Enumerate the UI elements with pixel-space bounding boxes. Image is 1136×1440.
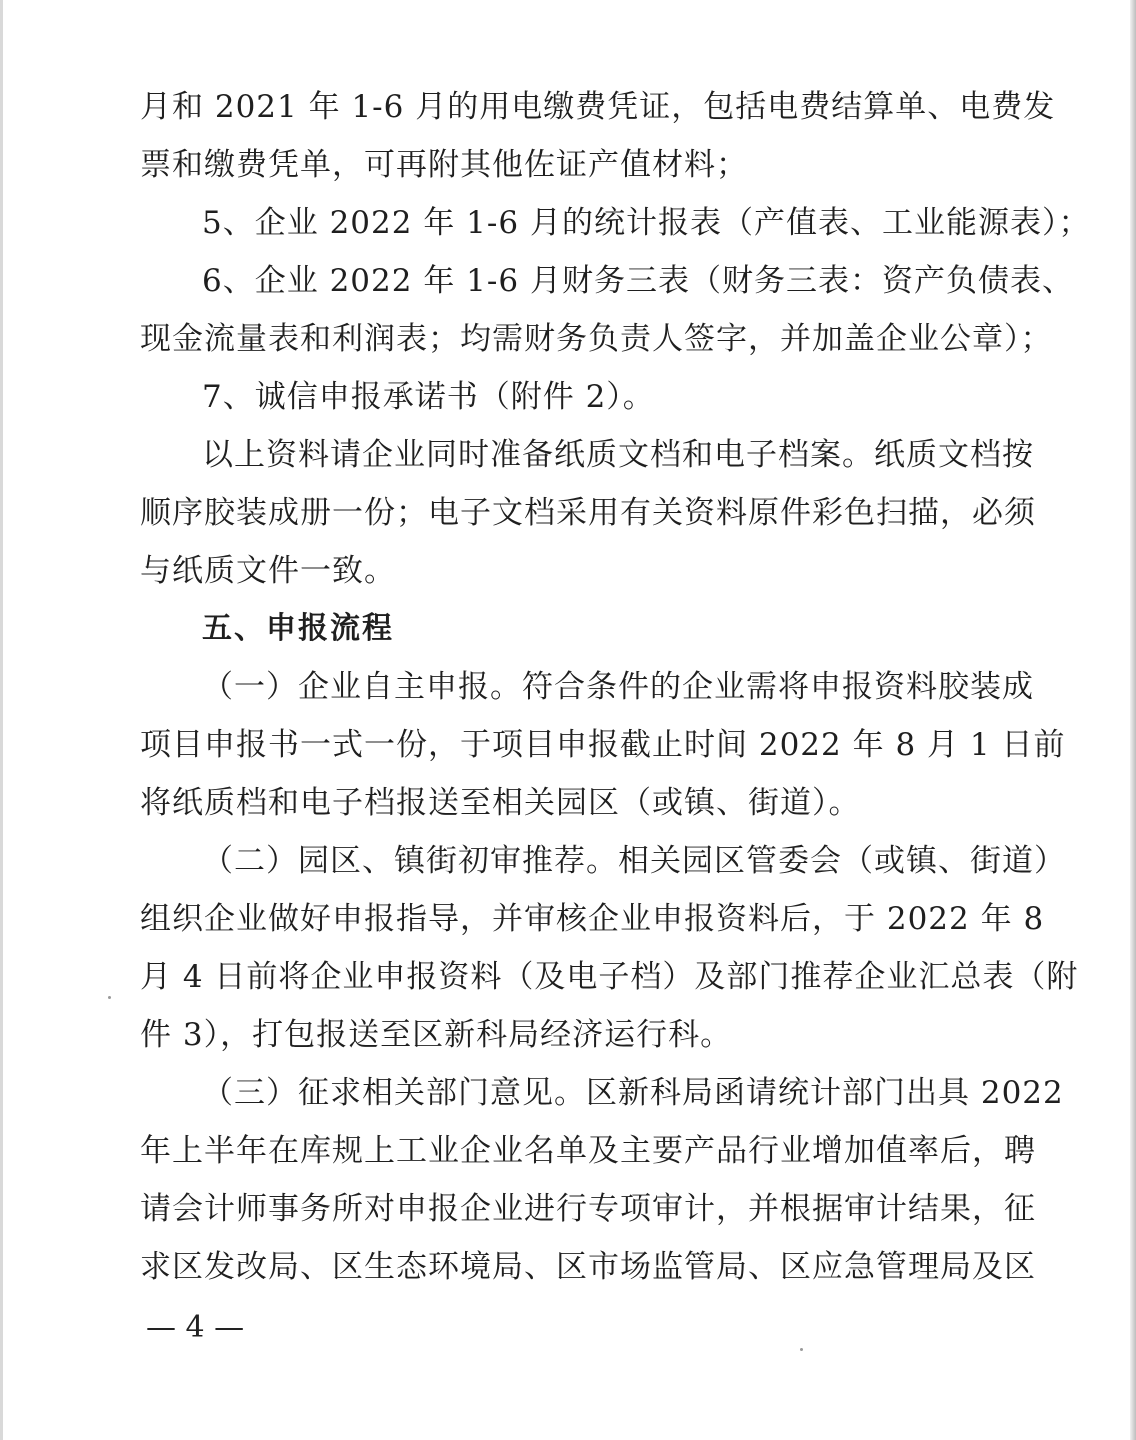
paragraph-line: 项目申报书一式一份，于项目申报截止时间 2022 年 8 月 1 日前 bbox=[140, 727, 1066, 763]
document-body bbox=[140, 78, 1091, 1296]
paragraph-line: 顺序胶装成册一份；电子文档采用有关资料原件彩色扫描，必须 bbox=[140, 495, 1036, 531]
paragraph-line: 与纸质文件一致。 bbox=[140, 553, 396, 589]
paragraph-line: 现金流量表和利润表；均需财务负责人签字，并加盖企业公章）； bbox=[140, 321, 1053, 357]
list-item-5: 5、企业 2022 年 1-6 月的统计报表（产值表、工业能源表）； bbox=[202, 205, 1091, 241]
paragraph-line: 以上资料请企业同时准备纸质文档和电子档案。纸质文档按 bbox=[202, 437, 1034, 473]
paragraph-line: 求区发改局、区生态环境局、区市场监管局、区应急管理局及区 bbox=[140, 1249, 1036, 1285]
scan-speck bbox=[800, 1348, 803, 1351]
scan-edge-right bbox=[1130, 0, 1136, 1440]
section-heading: 五、申报流程 bbox=[202, 611, 394, 646]
paragraph-line: 组织企业做好申报指导，并审核企业申报资料后，于 2022 年 8 bbox=[140, 901, 1045, 937]
paragraph-line: 月 4 日前将企业申报资料（及电子档）及部门推荐企业汇总表（附 bbox=[140, 959, 1079, 995]
paragraph-line: （三）征求相关部门意见。区新科局函请统计部门出具 2022 bbox=[202, 1075, 1064, 1111]
list-item-6: 6、企业 2022 年 1-6 月财务三表（财务三表：资产负债表、 bbox=[202, 263, 1074, 299]
paragraph-line: 请会计师事务所对申报企业进行专项审计，并根据审计结果，征 bbox=[140, 1191, 1036, 1227]
paragraph-line: 将纸质档和电子档报送至相关园区（或镇、街道）。 bbox=[140, 785, 861, 821]
list-item-7: 7、诚信申报承诺书（附件 2）。 bbox=[202, 379, 655, 415]
paragraph-line: 年上半年在库规上工业企业名单及主要产品行业增加值率后，聘 bbox=[140, 1133, 1036, 1169]
paragraph-line: 票和缴费凭单，可再附其他佐证产值材料； bbox=[140, 147, 748, 183]
page-number: — 4 — bbox=[146, 1310, 245, 1345]
paragraph-line: 件 3），打包报送至区新科局经济运行科。 bbox=[140, 1017, 733, 1053]
scan-edge-left bbox=[0, 0, 3, 1440]
paragraph-line: （一）企业自主申报。符合条件的企业需将申报资料胶装成 bbox=[202, 669, 1034, 705]
scan-speck bbox=[108, 996, 111, 999]
paragraph-line: 月和 2021 年 1-6 月的用电缴费凭证，包括电费结算单、电费发 bbox=[140, 89, 1056, 125]
paragraph-line: （二）园区、镇街初审推荐。相关园区管委会（或镇、街道） bbox=[202, 843, 1066, 879]
